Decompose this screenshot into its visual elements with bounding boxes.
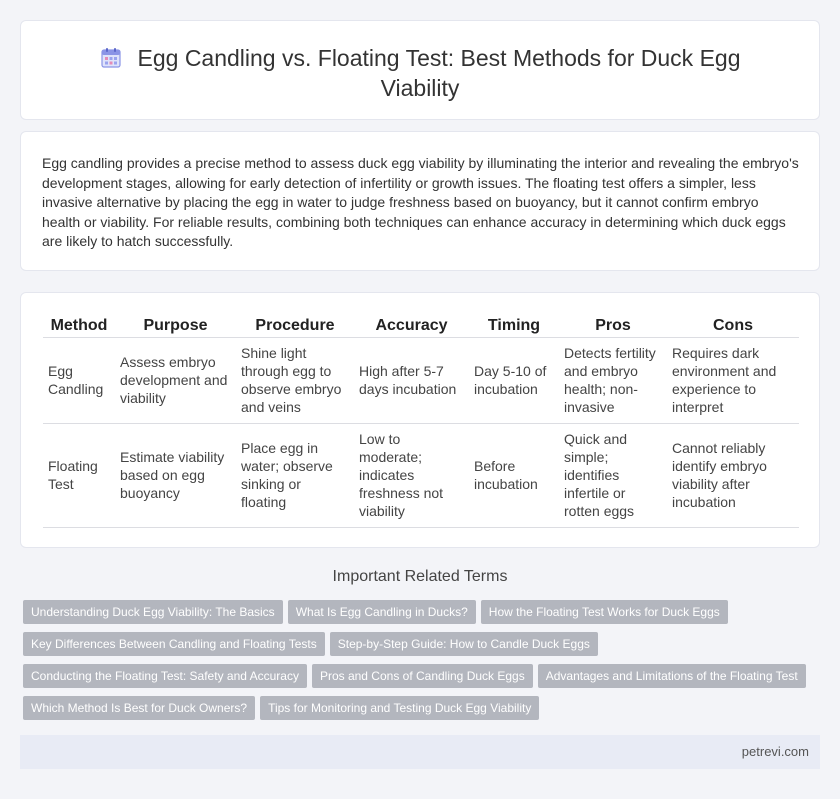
table-cell: High after 5-7 days incubation xyxy=(354,337,469,423)
calendar-icon xyxy=(100,46,122,68)
related-term-link[interactable]: Step-by-Step Guide: How to Candle Duck Eggs xyxy=(330,632,598,656)
table-header-row xyxy=(43,315,799,337)
related-terms-heading: Important Related Terms xyxy=(332,568,508,585)
footer xyxy=(20,735,820,769)
related-term-link[interactable]: Pros and Cons of Candling Duck Eggs xyxy=(312,664,533,688)
table-cell: Floating Test xyxy=(43,423,115,527)
column-header: Method xyxy=(43,315,115,337)
related-term-link[interactable]: What Is Egg Candling in Ducks? xyxy=(288,600,476,624)
related-term-link[interactable]: Key Differences Between Candling and Floating Tests xyxy=(23,632,325,656)
table-cell: Detects fertility and embryo health; non-invasive xyxy=(559,337,667,423)
related-term-link[interactable]: Which Method Is Best for Duck Owners? xyxy=(23,696,255,720)
comparison-table xyxy=(43,315,799,528)
table-cell: Cannot reliably identify embryo viability after incubation xyxy=(667,423,799,527)
description-card xyxy=(20,131,820,271)
table-cell: Egg Candling xyxy=(43,337,115,423)
table-cell: Place egg in water; observe sinking or floating xyxy=(236,423,354,527)
related-term-link[interactable]: Conducting the Floating Test: Safety and Accuracy xyxy=(23,664,307,688)
column-header: Purpose xyxy=(115,315,236,337)
related-term-link[interactable]: Understanding Duck Egg Viability: The Basics xyxy=(23,600,283,624)
table-cell: Requires dark environment and experience to interpret xyxy=(667,337,799,423)
title-card xyxy=(20,20,820,120)
table-cell: Day 5-10 of incubation xyxy=(469,337,559,423)
table-row xyxy=(43,337,799,423)
comparison-table-card xyxy=(20,292,820,548)
column-header: Accuracy xyxy=(354,315,469,337)
related-terms-list xyxy=(23,600,823,728)
table-cell: Before incubation xyxy=(469,423,559,527)
table-cell: Quick and simple; identifies infertile or rotten eggs xyxy=(559,423,667,527)
column-header: Procedure xyxy=(236,315,354,337)
column-header: Timing xyxy=(469,315,559,337)
table-cell: Estimate viability based on egg buoyancy xyxy=(115,423,236,527)
column-header: Cons xyxy=(667,315,799,337)
page-title: Egg Candling vs. Floating Test: Best Methods for Duck Egg Viability xyxy=(21,43,819,103)
related-term-link[interactable]: Tips for Monitoring and Testing Duck Egg Viability xyxy=(260,696,539,720)
column-header: Pros xyxy=(559,315,667,337)
table-cell: Assess embryo development and viability xyxy=(115,337,236,423)
related-term-link[interactable]: How the Floating Test Works for Duck Eggs xyxy=(481,600,728,624)
related-term-link[interactable]: Advantages and Limitations of the Floating Test xyxy=(538,664,806,688)
table-cell: Low to moderate; indicates freshness not viability xyxy=(354,423,469,527)
table-row xyxy=(43,423,799,527)
footer-site-link[interactable]: petrevi.com xyxy=(741,744,809,759)
table-cell: Shine light through egg to observe embryo and veins xyxy=(236,337,354,423)
description-text: Egg candling provides a precise method to assess duck egg viability by illuminating the interior and revealing the embryo's development stages, allowing for early detection of infertility or growth issues. The floating test offers a simpler, less invasive alternative by placing the egg in water to judge freshness based on buoyancy, but it cannot confirm embryo health or viability. For reliable results, combining both techniques can enhance accuracy in determining which duck eggs are likely to hatch successfully. xyxy=(42,155,799,250)
